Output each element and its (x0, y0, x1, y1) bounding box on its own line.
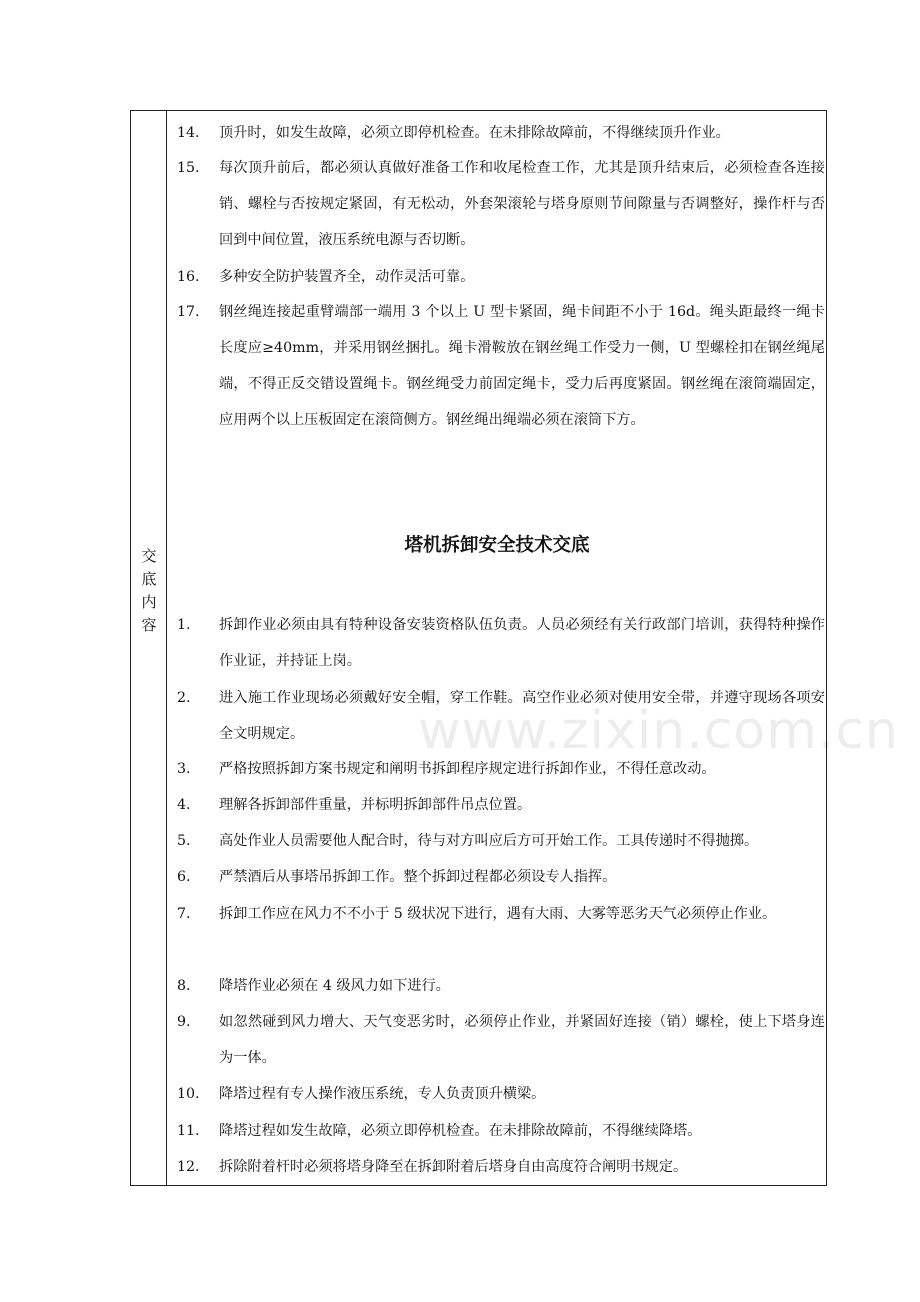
item-text: 理解各拆卸部件重量，并标明拆卸部件吊点位置。 (219, 797, 532, 813)
briefing-table (130, 110, 899, 1186)
content-cell (168, 111, 899, 1185)
item-text: 降塔过程有专人操作液压系统，专人负责顶升横梁。 (219, 1086, 546, 1102)
list-item (177, 1004, 825, 1076)
section-label-cell (131, 111, 167, 1185)
list-item (177, 1113, 825, 1149)
list-item (177, 968, 825, 1004)
section-label-char: 容 (141, 616, 157, 634)
list-item (177, 294, 825, 438)
item-number: 11. (177, 1123, 200, 1139)
list-item (177, 859, 825, 895)
item-number: 9. (177, 1014, 191, 1030)
section-label (131, 545, 167, 637)
item-number: 1. (177, 617, 191, 633)
item-text: 顶升时，如发生故障，必须立即停机检查。在未排除故障前，不得继续顶升作业。 (219, 125, 730, 141)
item-number: 8. (177, 978, 191, 994)
item-number: 15. (177, 160, 200, 176)
item-number: 10. (177, 1086, 200, 1102)
item-text: 严禁酒后从事塔吊拆卸工作。整个拆卸过程都必须设专人指挥。 (219, 869, 617, 885)
item-number: 6. (177, 869, 191, 885)
item-text: 高处作业人员需要他人配合时，待与对方叫应后方可开始工作。工具传递时不得抛掷。 (219, 833, 759, 849)
item-number: 2. (177, 690, 191, 706)
item-text: 严格按照拆卸方案书规定和阐明书拆卸程序规定进行拆卸作业，不得任意改动。 (219, 761, 716, 777)
item-number: 12. (177, 1159, 200, 1175)
list-item (177, 1076, 825, 1112)
item-text: 进入施工作业现场必须戴好安全帽，穿工作鞋。高空作业必须对使用安全带，并遵守现场各项安全文明规定。 (219, 690, 825, 742)
item-text: 多种安全防护装置齐全，动作灵活可靠。 (219, 269, 475, 285)
item-number: 5. (177, 833, 191, 849)
item-number: 7. (177, 906, 191, 922)
item-number: 4. (177, 797, 191, 813)
section-label-char: 交 (141, 547, 157, 565)
item-number: 3. (177, 761, 191, 777)
list-item (177, 896, 825, 932)
section-heading: 塔机拆卸安全技术交底 (404, 535, 590, 556)
list-item (177, 115, 825, 151)
list-item (177, 787, 825, 823)
item-text: 降塔过程如发生故障，必须立即停机检查。在未排除故障前，不得继续降塔。 (219, 1123, 702, 1139)
list-item (177, 607, 825, 679)
item-number: 17. (177, 304, 200, 320)
item-text: 拆除附着杆时必须将塔身降至在拆卸附着后塔身自由高度符合阐明书规定。 (219, 1159, 688, 1175)
list-item (177, 751, 825, 787)
item-text: 钢丝绳连接起重臂端部一端用 3 个以上 U 型卡紧固，绳卡间距不小于 16d。绳头距最终一绳卡长度应≥40mm，并采用钢丝捆扎。绳卡滑鞍放在钢丝绳工作受力一侧，U 型螺栓扣在钢丝绳尾端，不得正反交错设置绳卡。钢丝绳受力前固定绳卡，受力后再度紧固。钢丝绳在滚筒端固定，应用两个以上压板固定在滚筒侧方。钢丝绳出绳端必须在滚筒下方。 (219, 304, 825, 428)
item-text: 如忽然碰到风力增大、天气变恶劣时，必须停止作业，并紧固好连接（销）螺栓，使上下塔身连为一体。 (219, 1014, 825, 1066)
item-number: 16. (177, 269, 200, 285)
list-item (177, 259, 825, 295)
item-number: 14. (177, 125, 200, 141)
item-text: 拆卸工作应在风力不不小于 5 级状况下进行，遇有大雨、大雾等恶劣天气必须停止作业。 (219, 906, 777, 922)
item-text: 每次顶升前后，都必须认真做好准备工作和收尾检查工作，尤其是顶升结束后，必须检查各连接销、螺栓与否按规定紧固，有无松动，外套架滚轮与塔身原则节间隙量与否调整好，操作杆与否回到中间位置，液压系统电源与否切断。 (219, 160, 825, 248)
watermark: www.zixin.com.cn (418, 701, 899, 761)
list-item (177, 680, 825, 752)
item-text: 拆卸作业必须由具有特种设备安装资格队伍负责。人员必须经有关行政部门培训，获得特种操作作业证，并持证上岗。 (219, 617, 825, 669)
section-label-char: 内 (141, 593, 157, 611)
list-item (177, 1149, 825, 1185)
list-item (177, 150, 825, 258)
list-item (177, 823, 825, 859)
section-label-char: 底 (141, 570, 157, 588)
item-text: 降塔作业必须在 4 级风力如下进行。 (219, 978, 450, 994)
